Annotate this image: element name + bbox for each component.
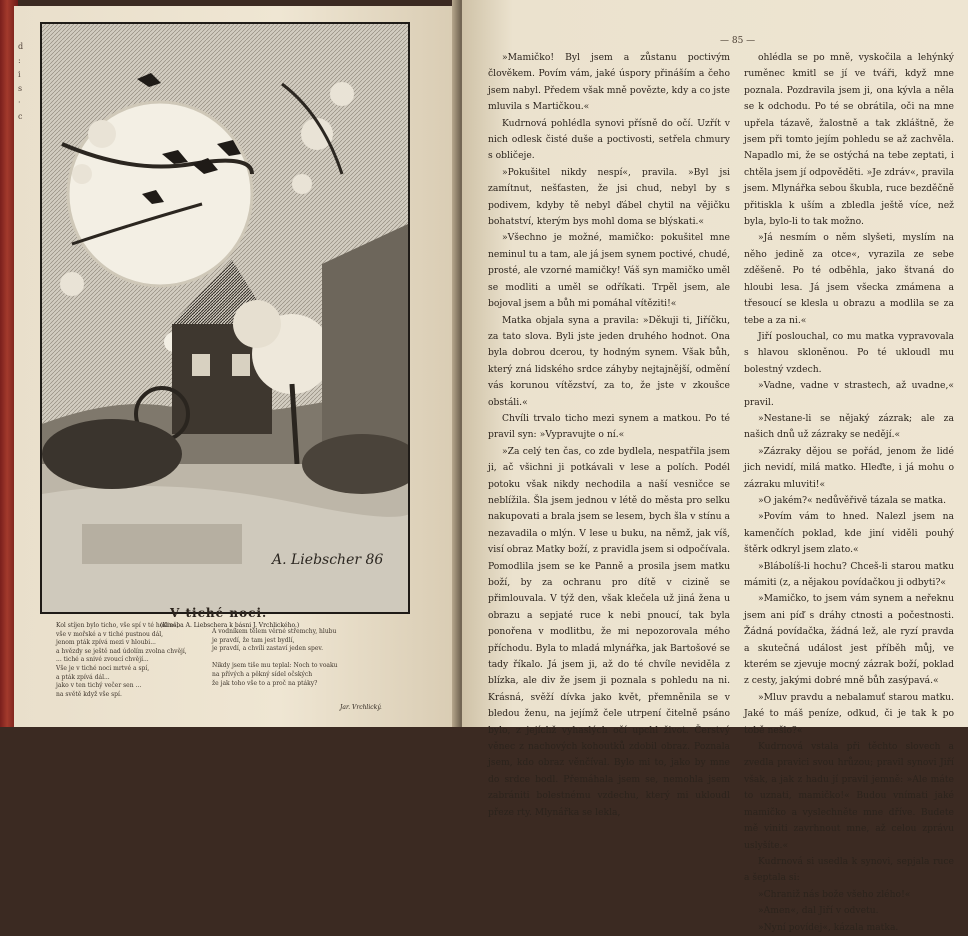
paragraph: »Mluv pravdu a nebalamuť starou matku. Jaké to máš peníze, odkud, či je tak k po tobě nešlo?«	[744, 691, 954, 736]
text-column-left	[488, 50, 730, 821]
paragraph: Jiří poslouchal, co mu matka vypravovala s hlavou skloněnou. Po té ukloudl mu bolestný vzdech.	[744, 330, 954, 375]
poem-line: je pravdí, že tam jest bydlí,	[212, 636, 295, 644]
poem-line: je pravdí, a chvíli zastaví jeden spev.	[212, 645, 323, 653]
poem-line: jenom pták zpívá mezi v hloubi...	[56, 639, 156, 647]
paragraph: »Chraniž nás bože všeho zlého!«	[758, 888, 911, 900]
poem-line: Kol stíjen bylo ticho, vše spí v té hodině,	[56, 622, 179, 629]
page-edge-marks: d : i s · c	[18, 42, 24, 121]
poem-line: že jak toho vše to a proč na ptáky?	[212, 679, 318, 687]
paragraph: »Povím vám to hned. Nalezl jsem na kamenčích poklad, kde jiní viděli pouhý štěrk odkryl jsem zlato.«	[744, 511, 954, 556]
poem-line: na světě když vše spí.	[56, 690, 122, 698]
poem-right-column	[212, 628, 392, 688]
poem-line: jako v ten tichý večer sen ...	[56, 682, 142, 690]
paragraph: »Zázraky dějou se pořád, jenom že lidé jich nevidí, milá matko. Hleďte, i já mohu o zázraku mluviti!«	[744, 445, 954, 490]
paragraph: Kudrnová si usedla k synovi, sepjala ruce a šeptala si:	[744, 855, 954, 884]
poem-line: Nikdy jsem tiše mu teplal: Noch to voaku	[212, 662, 338, 670]
poem-author: Jar. Vrchlický.	[340, 704, 382, 711]
page-number: — 85 —	[720, 36, 756, 46]
paragraph: »Já nesmím o něm slyšeti, myslím na něho jedině za otce«, vyrazila ze sebe zděšeně. Po té odběhla, jako štvaná do hloubi lesa. Já jsem všecka zmámena a třesoucí se klesla u obrazu a modlila se za tebe a za ni.«	[744, 232, 954, 326]
poem-line: Vše je v tiché noci mrtvé a spí,	[56, 664, 150, 672]
paragraph: »Všechno je možné, mamičko: pokušitel mne neminul tu a tam, ale já jsem synem poctivé, chudé, prosté, ale vzorné mamičky! Váš syn mamičko uměl se modliti a uměl se odříkati. Trpěl jsem, ale bojoval jsem a bůh mi pomáhal vítěziti!«	[488, 232, 730, 310]
paragraph: »Pokušitel nikdy nespí«, pravila. »Byl jsi zamítnut, nešťasten, že jsi chud, nebyl by s podivem, kdyby tě nebyl ďábel chytil na vějičku bohatství, kterým bys mohl doma se blýskati.«	[488, 166, 730, 228]
paragraph: Kudrnová pohlédla synovi přísně do očí. Uzřít v nich odlesk čisté duše a poctivosti, setřela chmury s obličeje.	[488, 117, 730, 162]
paragraph: »Blábolíš-li hochu? Chceš-li starou matku mámiti (z, a nějakou povídačkou ji odbyti?«	[744, 560, 954, 588]
paragraph: Chvíli trvalo ticho mezi synem a matkou. Po té pravil syn: »Vypravujte o ní.«	[488, 412, 730, 441]
poem-line: na přívých a pěkný sídel očských	[212, 670, 313, 678]
paragraph: »Amen«, dal Jiří v odvetu.	[758, 905, 879, 917]
poem-line: vše v mořské a v tiché pustnou dál,	[56, 630, 164, 638]
paragraph: »Za celý ten čas, co zde bydlela, nespatřila jsem ji, ač všichni ji potkávali v lese a polích. Podél potoku však nikdy nechodila a naší vesničce se neblížila. Šla jsem jednou v létě do města pro selku nakupovati a brala jsem se lesem, bych šla v stínu a nezavadila o mlýn. V lese u buku, na němž, jak víš, visí obraz Matky boží, z pravidla jsem si odpočívala. Pomodlila jsem se ke Panně a prosila jsem matku boží, by za ochranu pro dítě v cizině se přimlouvala. V týž den, však klečela už jiná žena u obrazu a sepjaté ruce k nebi pnoucí, tak byla ponořena v modlitbu, že mi nepozorovala mého příchodu. Byla to mladá mlynářka, jak Bartošové se tady říkalo. Já jsem ji, až do té chvíle neviděla z blízka, ale div že jsem ji poznala s pohledu na ni. Krásná, svěží dívka jako květ, přemněnila se v bledou ženu, na jejímž čele utrpení čitelně psáno bylo, z jejíchž vyhaslých očí upchl život. Čerstvý věnec z nachových kohoutků zdobil obraz. Poznala jsem, kdo obraz věnčíval. Bylo mi to, jako by mne do srdce bodl. Přemáhala jsem se, nemohla jsem zabrániti bolestnému vzdechu, který mi ukloudl přeze rty. Mlynářka se lekla,	[488, 445, 731, 818]
poem-line: A vodníkem tělem věrné střemchy, hlubu	[212, 628, 337, 635]
engraving-illustration	[40, 22, 410, 614]
paragraph: Kudrnová vstala při těchto slovech a zvedla pravici svou hrůzou; pravil synovi Jiří však, a jak z hadu jí pravil jemně: »Ale máte to uznati, mamičko!« Budou vnímati jaké mamičko a vyslechněte mne dříve. Budete mě viniti zavrhnout mne, až celou zprávu uslyšíte.«	[744, 741, 954, 851]
poem-line: ... tiché a snivé zvoucí chvějí...	[56, 656, 149, 664]
paragraph: »Nyní povídej«, kázala matka.	[758, 921, 899, 933]
paragraph: Matka objala syna a pravila: »Děkuji ti, Jiříčku, za tato slova. Byli jste jeden druhého hodnot. Ona byla dobrou dcerou, ty hodným synem. Však bůh, který zná lidského srdce záhyby nejtajnější, odmění vás korunou vítězství, za to, že jste v zkoušce obstáli.«	[488, 314, 730, 408]
poem-title: V tiché noci.	[170, 606, 268, 620]
poem-left-column	[56, 622, 216, 699]
poem-line: a pták zpívá dál...	[56, 673, 110, 681]
paragraph: »Mamičko, to jsem vám synem a neřeknu jsem ani píď s dráhy ctnosti a počestnosti. Žádná povídačka, žádná lež, ale ryzí pravda a skutečná událost jest příběh můj, ve kterém se zjevuje mocný zázrak boží, poklad z cesty, jakými dobré mně bůh zasýpavá.«	[744, 593, 954, 687]
svg-text:A. Liebscher 86: A. Liebscher 86	[272, 552, 384, 568]
text-column-right	[744, 50, 954, 936]
poem-subtitle: (Kresba A. Liebschera k básni J. Vrchlického.)	[160, 622, 300, 629]
paragraph: »Vadne, vadne v strastech, až uvadne,« pravil.	[744, 380, 954, 408]
paragraph: »O jakém?« nedůvěřivě tázala se matka.	[758, 494, 946, 506]
poem-line	[212, 654, 392, 663]
poem-line: a hvězdy se ještě nad údolím zvolna chvějí,	[56, 647, 187, 655]
paragraph: ohlédla se po mně, vyskočila a lehýnký ruměnec kmitl se jí ve tváři, když mne poznala. Pozdravila jsem ji, ona kývla a něla se k odchodu. Po té se obrátila, oči na mne upřela tázavě, žalostně a tak zkláštně, že jsem při tomto jejím pohledu se až zachvěla. Napadlo mi, že se ostýchá na tebe zeptati, i chtěla jsem jí odpověděti. »Je zdráv«, pravila jsem. Mlynářka sebou škubla, ruce bezděčně přitiskla k uším a zbledla ještě více, než byla, bylo-li to tak možno.	[744, 52, 954, 228]
paragraph: »Nestane-li se nějaký zázrak; ale za našich dnů už zázraky se nedějí.«	[744, 412, 954, 441]
paragraph: »Mamičko! Byl jsem a zůstanu poctivým člověkem. Povím vám, jaké úspory přináším a čeho jsem nabyl. Předem však mně povězte, kdy a co jste mluvila s Martičkou.«	[488, 52, 730, 113]
night-mill-engraving	[42, 24, 408, 612]
